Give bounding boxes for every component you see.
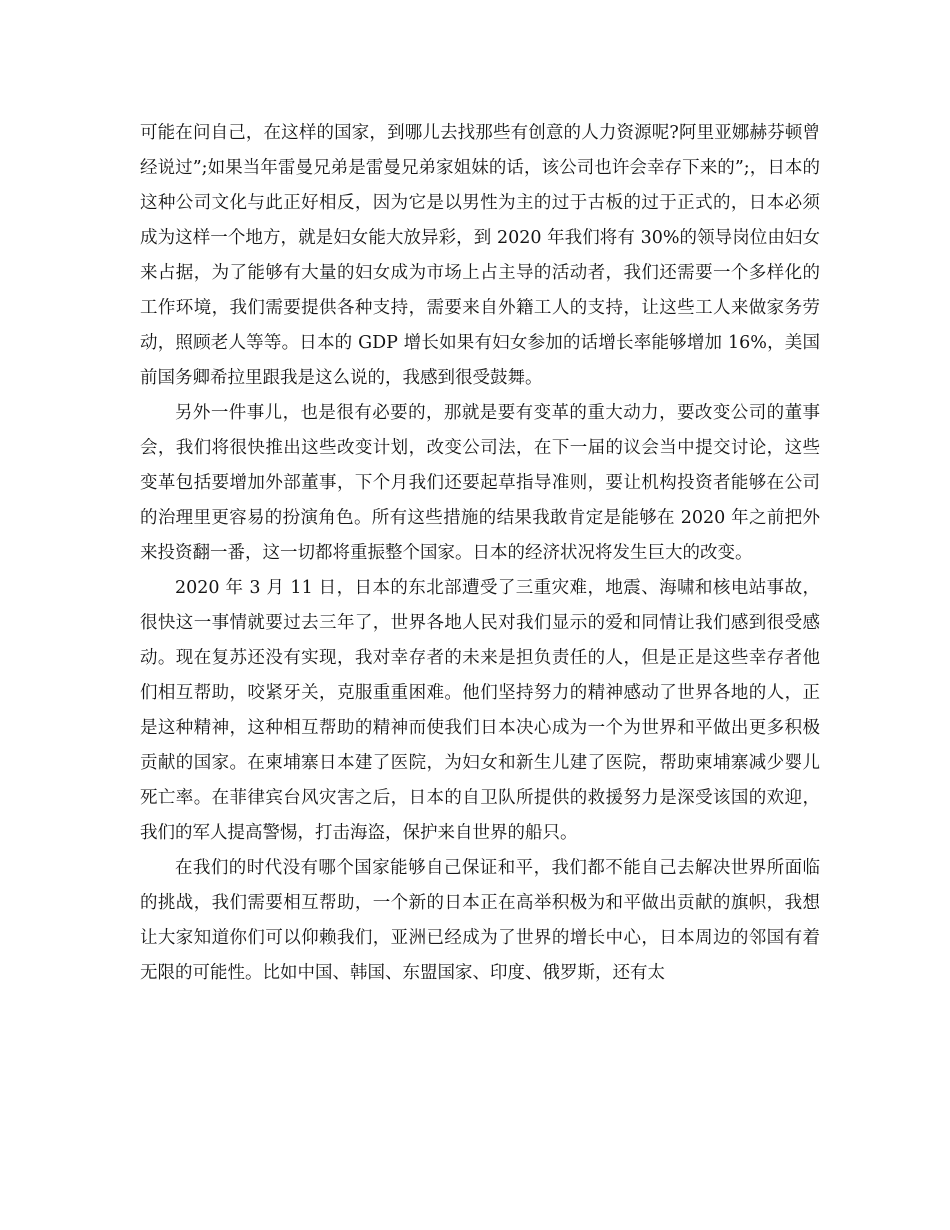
paragraph-1: 可能在问自己，在这样的国家，到哪儿去找那些有创意的人力资源呢?阿里亚娜赫芬顿曾经说过”;如果当年雷曼兄弟是雷曼兄弟家姐妹的话，该公司也许会幸存下来的”;，日本的这种公司文化与此正好相反，因为它是以男性为主的过于古板的过于正式的，日本必须成为这样一个地方，就是妇女能大放异彩，到 2020 年我们将有 30%的领导岗位由妇女来占据，为了能够有大量的妇女成为市场上占主导的活动者，我们还需要一个多样化的工作环境，我们需要提供各种支持，需要来自外籍工人的支持，让这些工人来做家务劳动，照顾老人等等。日本的 GDP 增长如果有妇女参加的话增长率能够增加 16%，美国前国务卿希拉里跟我是这么说的，我感到很受鼓舞。: [140, 123, 820, 388]
document-body: [140, 116, 820, 991]
paragraph-4: 在我们的时代没有哪个国家能够自己保证和平，我们都不能自己去解决世界所面临的挑战，我们需要相互帮助，一个新的日本正在高举积极为和平做出贡献的旗帜，我想让大家知道你们可以仰赖我们，亚洲已经成为了世界的增长中心，日本周边的邻国有着无限的可能性。比如中国、韩国、东盟国家、印度、俄罗斯，还有太: [140, 858, 820, 983]
paragraph-2: 另外一件事儿，也是很有必要的，那就是要有变革的重大动力，要改变公司的董事会，我们将很快推出这些改变计划，改变公司法，在下一届的议会当中提交讨论，这些变革包括要增加外部董事，下个月我们还要起草指导准则，要让机构投资者能够在公司的治理里更容易的扮演角色。所有这些措施的结果我敢肯定是能够在 2020 年之前把外来投资翻一番，这一切都将重振整个国家。日本的经济状况将发生巨大的改变。: [140, 403, 820, 563]
paragraph-3: 2020 年 3 月 11 日，日本的东北部遭受了三重灾难，地震、海啸和核电站事故，很快这一事情就要过去三年了，世界各地人民对我们显示的爱和同情让我们感到很受感动。现在复苏还没有实现，我对幸存者的未来是担负责任的人，但是正是这些幸存者他们相互帮助，咬紧牙关，克服重重困难。他们坚持努力的精神感动了世界各地的人，正是这种精神，这种相互帮助的精神而使我们日本决心成为一个为世界和平做出更多积极贡献的国家。在柬埔寨日本建了医院，为妇女和新生儿建了医院，帮助柬埔寨减少婴儿死亡率。在菲律宾台风灾害之后，日本的自卫队所提供的救援努力是深受该国的欢迎，我们的军人提高警惕，打击海盗，保护来自世界的船只。: [140, 578, 820, 843]
